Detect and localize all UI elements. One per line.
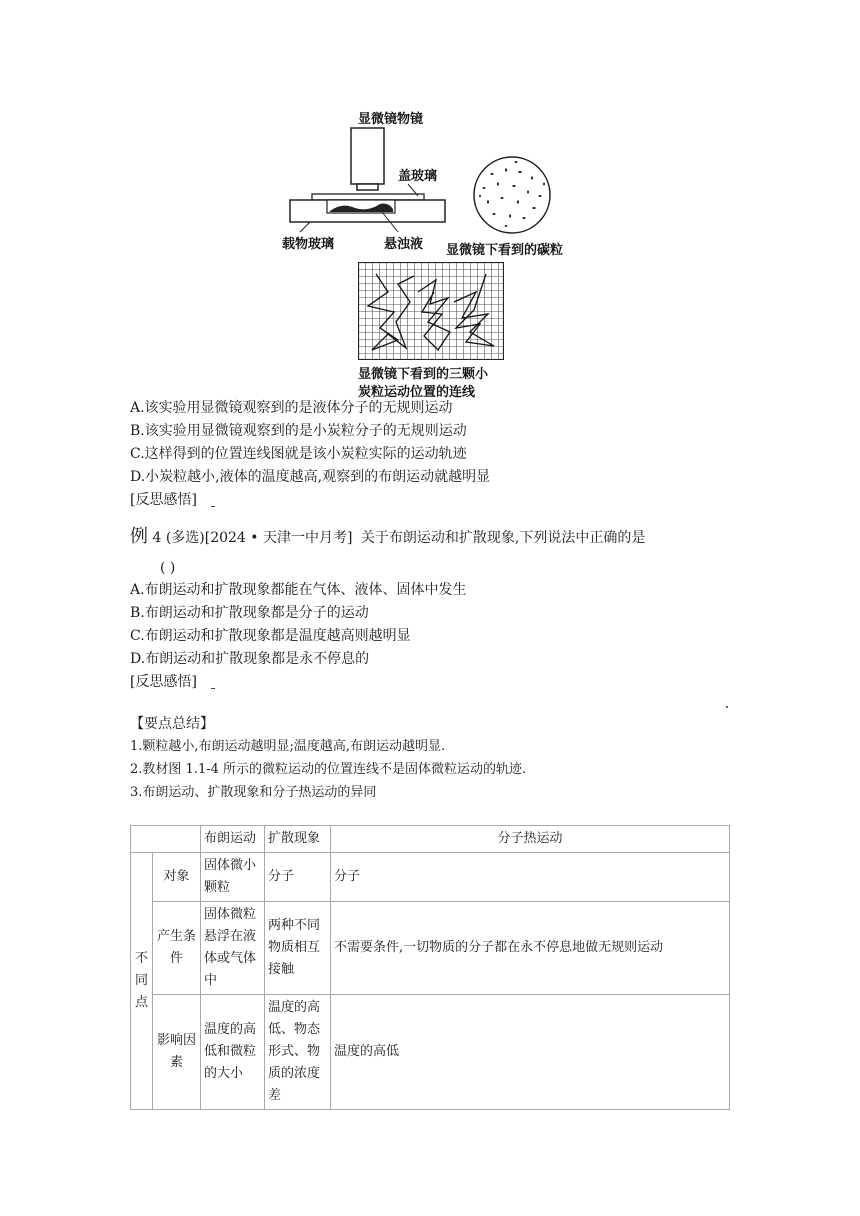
ex3-option-d: D.小炭粒越小,液体的温度越高,观察到的布朗运动就越明显 [130,469,491,485]
cell-diffusion: 两种不同物质相互接触 [265,902,331,995]
cell-brownian: 固体微小颗粒 [201,853,265,902]
row-label: 产生条件 [153,902,201,995]
experiment-figure [270,100,600,400]
label-carbon: 显微镜下看到的碳粒 [446,243,564,258]
cell-thermal: 分子 [331,853,730,902]
cell-brownian: 温度的高低和微粒的大小 [201,995,265,1110]
table-corner-cell [131,826,201,853]
summary-title: 【要点总结】 [130,716,214,732]
example-number: 4 [152,530,162,546]
answer-blank[interactable]: ( ) [160,560,176,576]
summary-point-2: 2.教材图 1.1-4 所示的微粒运动的位置连线不是固体微粒运动的轨迹. [130,762,527,777]
header-thermal: 分子热运动 [331,826,730,853]
summary-point-1: 1.颗粒越小,布朗运动越明显;温度越高,布朗运动越明显. [130,739,446,754]
row-label: 对象 [153,853,201,902]
group-label: 不同点 [131,853,153,1110]
label-suspension: 悬浊液 [384,237,424,252]
example-tag: (多选)[2024 • 天津一中月考] [165,530,353,546]
row-label: 影响因素 [153,995,201,1110]
label-slide: 载物玻璃 [282,237,335,252]
ex3-option-a: A.该实验用显微镜观察到的是液体分子的无规则运动 [130,400,453,416]
table-header-row [131,826,730,853]
reflection-label-1: [反思感悟] [130,492,197,508]
ex4-option-a: A.布朗运动和扩散现象都能在气体、液体、固体中发生 [130,582,467,598]
cell-thermal: 温度的高低 [331,995,730,1110]
grid-caption-line1: 显微镜下看到的三颗小 [358,367,489,382]
reflection-blank-1[interactable] [211,506,215,507]
reflection-blank-2[interactable] [211,688,215,689]
header-diffusion: 扩散现象 [265,826,331,853]
ex4-option-d: D.布朗运动和扩散现象都是永不停息的 [130,651,370,667]
example-prefix: 例 [130,526,148,547]
stray-dot [726,706,728,708]
cell-diffusion: 温度的高低、物态形式、物质的浓度差 [265,995,331,1110]
ex4-option-c: C.布朗运动和扩散现象都是温度越高则越明显 [130,628,411,644]
example4-header [130,522,645,548]
label-cover-glass: 盖玻璃 [398,169,438,184]
summary-point-3: 3.布朗运动、扩散现象和分子热运动的异同 [130,785,377,800]
cell-diffusion: 分子 [265,853,331,902]
reflection-label-2: [反思感悟] [130,674,197,690]
example-question: 关于布朗运动和扩散现象,下列说法中正确的是 [360,530,646,546]
ex3-option-c: C.这样得到的位置连线图就是该小炭粒实际的运动轨迹 [130,446,467,462]
header-brownian: 布朗运动 [201,826,265,853]
table-row [131,995,730,1110]
table-row [131,853,730,902]
table-row [131,902,730,995]
comparison-table [130,825,730,1110]
cell-brownian: 固体微粒悬浮在液体或气体中 [201,902,265,995]
trajectory-grid [358,262,504,360]
ex3-option-b: B.该实验用显微镜观察到的是小炭粒分子的无规则运动 [130,423,467,439]
label-objective: 显微镜物镜 [358,112,424,127]
ex4-option-b: B.布朗运动和扩散现象都是分子的运动 [130,605,369,621]
grid-caption-line2: 炭粒运动位置的连线 [358,385,476,400]
cell-thermal: 不需要条件,一切物质的分子都在永不停息地做无规则运动 [331,902,730,995]
